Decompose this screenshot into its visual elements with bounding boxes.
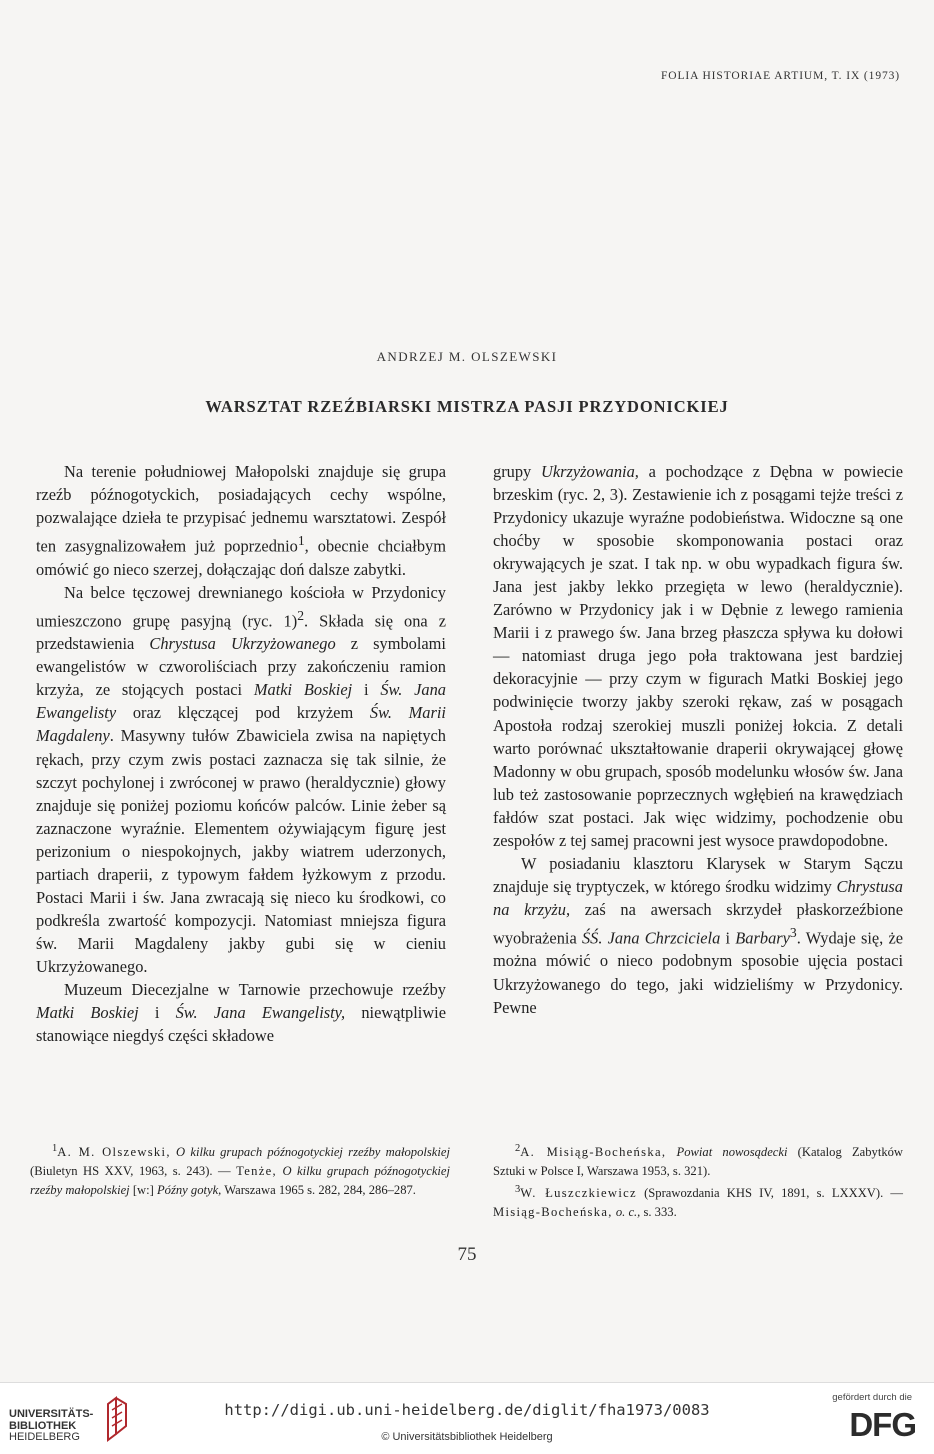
- italic-text: Matki Boskiej: [253, 680, 353, 700]
- copyright-notice: © Universitätsbibliothek Heidelberg: [381, 1431, 553, 1443]
- library-line: HEIDELBERG: [9, 1431, 80, 1443]
- text: grupy: [493, 462, 541, 481]
- paragraph: [36, 581, 446, 978]
- text: oraz klęczącej pod krzyżem: [116, 703, 370, 723]
- italic-text: Powiat nowosądecki: [676, 1145, 788, 1160]
- text: Na belce tęczowej drewnianego kościoła w Przydonicy umieszczono grupę pasyjną (ryc. 1): [36, 582, 446, 631]
- italic-text: Św. Jana Ewangelisty: [36, 680, 447, 723]
- paragraph: [36, 460, 446, 581]
- italic-text: O kilku grupach późnogotyckiej rzeźby małopolskiej: [30, 1164, 451, 1197]
- footnote-ref: 3: [789, 924, 797, 940]
- right-column: [493, 460, 903, 1019]
- footnotes-right: [493, 1140, 903, 1222]
- footnote-ref: 2: [297, 607, 305, 623]
- text: . Wydaje się, że można mówić o nieco podobnym sposobie ujęcia postaci Ukrzyżowanego do tego, jaki widzieliśmy w Przydonicy. Pewne: [493, 928, 904, 1017]
- page-number: 75: [457, 1244, 477, 1265]
- italic-text: ŚŚ. Jana Chrzciciela: [581, 928, 721, 948]
- text: W posiadaniu klasztoru Klarysek w Starym Sączu znajduje się tryptyczek, w którego środku widzimy: [493, 853, 903, 896]
- text: i: [720, 928, 736, 948]
- italic-text: o. c.,: [615, 1205, 641, 1220]
- text: a pochodzące z Dębna w powiecie brzeskim (ryc. 2, 3). Zestawienie ich z posągami tejże treści z Przydonicy ukazuje wyraźne podobieństwa. Widoczne są one choćby w sposobie skomponowania postaci oraz okrywających je szat. I tak np. w obu wypadkach figura św. Jana jest jakby lekko przegięta w lewo (heraldycznie). Zarówno w Przydonicy jak i w Dębnie z lewego ramienia Marii i z prawego św. Jana brzeg płaszcza spływa ku dołowi — natomiast druga jego poła traktowana jest bardziej dekoracyjnie — przy czym w figurach Matki Boskiej jego podwinięcie tworzy jakby szeroki rękaw, zaś w posągach Apostoła rodzaj szerokiej muszli poniżej łokcia. Z detali warto porównać ukształtowanie draperii okrywającej głowę Madonny w obu grupach, sposób modelunku włosów św. Jana lub też zastosowanie poprzecznych wgłębień na krawędziach fałdów szat postaci. Jak więc widzimy, pochodzenie obu zespołów z tej samej pracowni jest wysoce prawdopodobne.: [493, 462, 903, 850]
- paragraph: [493, 852, 903, 1019]
- article-title: WARSZTAT RZEŹBIARSKI MISTRZA PASJI PRZYDONICKIEJ: [205, 397, 729, 416]
- footnote-author: A. M. Olszewski,: [57, 1145, 171, 1160]
- permalink-url[interactable]: http://digi.ub.uni-heidelberg.de/diglit/fha1973/0083: [224, 1401, 710, 1419]
- footnote-author: A. Misiąg-Bocheńska,: [520, 1145, 667, 1160]
- footnote-number: 2: [515, 1143, 521, 1154]
- italic-text: Ukrzyżowania,: [540, 462, 639, 481]
- dfg-logo: DFG: [849, 1406, 916, 1443]
- text: s. 333.: [640, 1205, 677, 1220]
- italic-text: Barbary: [735, 928, 790, 948]
- text: niewątpliwie stanowiące niegdyś części składowe: [36, 1003, 446, 1046]
- italic-text: Późny gotyk,: [156, 1183, 222, 1197]
- footnote-2: [493, 1140, 903, 1181]
- text: Muzeum Diecezjalne w Tarnowie przechowuje rzeźby: [64, 979, 446, 999]
- paragraph: [36, 978, 446, 1047]
- journal-header: FOLIA HISTORIAE ARTIUM, T. IX (1973): [660, 70, 900, 82]
- library-line: UNIVERSITÄTS-: [9, 1408, 94, 1420]
- italic-text: Św. Jana Ewangelisty,: [175, 1003, 346, 1023]
- funding-label: gefördert durch die: [832, 1392, 912, 1403]
- italic-text: Chrystusa Ukrzyżowanego: [149, 634, 336, 654]
- text: Warszawa 1965 s. 282, 284, 286–287.: [221, 1183, 416, 1197]
- text: i: [138, 1003, 176, 1023]
- footnotes-left: [30, 1140, 450, 1200]
- text: [w:]: [129, 1183, 157, 1197]
- footnote-number: 3: [515, 1184, 521, 1195]
- italic-text: Św. Marii Magdaleny: [36, 703, 446, 746]
- text: zaś na awersach skrzydeł płaskorzeźbione wyobrażenia: [493, 899, 903, 948]
- footnote-number: 1: [52, 1143, 58, 1154]
- text: , obecnie chciałbym omówić go nieco szerzej, dołączając doń dalsze zabytki.: [36, 536, 446, 579]
- text: . Masywny tułów Zbawiciela zwisa na napiętych rękach, przy czym zwis postaci zaznacza się tak silnie, że szczyt pochylonej i zwróconej w prawo (heraldycznie) głowy znajduje się poniżej poziomu końców palców. Linie żeber są zaznaczone wyraźnie. Elementem ożywiającym figurę jest perizonium o niespokojnych, jakby wiatrem uderzonych, partiach draperii, z typowym fałdem łyżkowym z przodu. Postaci Marii i św. Jana zwracają się nieco ku środkowi, co podkreśla zwartość kompozycji. Natomiast mniejsza figura św. Marii Magdaleny jakby gubi się w cieniu Ukrzyżowanego.: [36, 726, 446, 976]
- text: . Składa się ona z przedstawienia: [36, 611, 446, 654]
- text: (Biuletyn HS XXV, 1963, s. 243). —: [30, 1164, 237, 1179]
- left-column: [36, 460, 446, 1047]
- footnote-3: [493, 1181, 903, 1222]
- italic-text: O kilku grupach późnogotyckiej rzeźby małopolskiej: [176, 1145, 450, 1160]
- footnote-author: W. Łuszczkiewicz: [520, 1186, 637, 1201]
- text: z symbolami ewangelistów w czworoliściach przy zakończeniu ramion krzyża, ze stojących postaci: [36, 634, 446, 700]
- footnote-author: Misiąg-Bocheńska,: [493, 1205, 613, 1220]
- text: i: [352, 680, 381, 700]
- text: Na terenie południowej Małopolski znajduje się grupa rzeźb późnogotyckich, posiadających cechy wspólne, pozwalające dzieła te przypisać jednemu warsztatowi. Zespół ten zasygnalizowałem już poprzednio: [36, 462, 446, 556]
- paragraph: [493, 460, 903, 852]
- text: (Sprawozdania KHS IV, 1891, s. LXXXV). —: [636, 1186, 903, 1201]
- text: (Katalog Zabytków Sztuki w Polsce I, Warszawa 1953, s. 321).: [493, 1145, 904, 1179]
- footnote-author: Tenże,: [236, 1164, 277, 1179]
- italic-text: Matki Boskiej: [36, 1003, 139, 1023]
- library-line: BIBLIOTHEK: [9, 1419, 77, 1432]
- italic-text: Chrystusa na krzyżu,: [493, 876, 903, 919]
- footnote-ref: 1: [297, 533, 305, 549]
- article-author: ANDRZEJ M. OLSZEWSKI: [376, 349, 558, 364]
- footnote-1: [30, 1140, 450, 1200]
- footer-bar: [0, 1382, 934, 1454]
